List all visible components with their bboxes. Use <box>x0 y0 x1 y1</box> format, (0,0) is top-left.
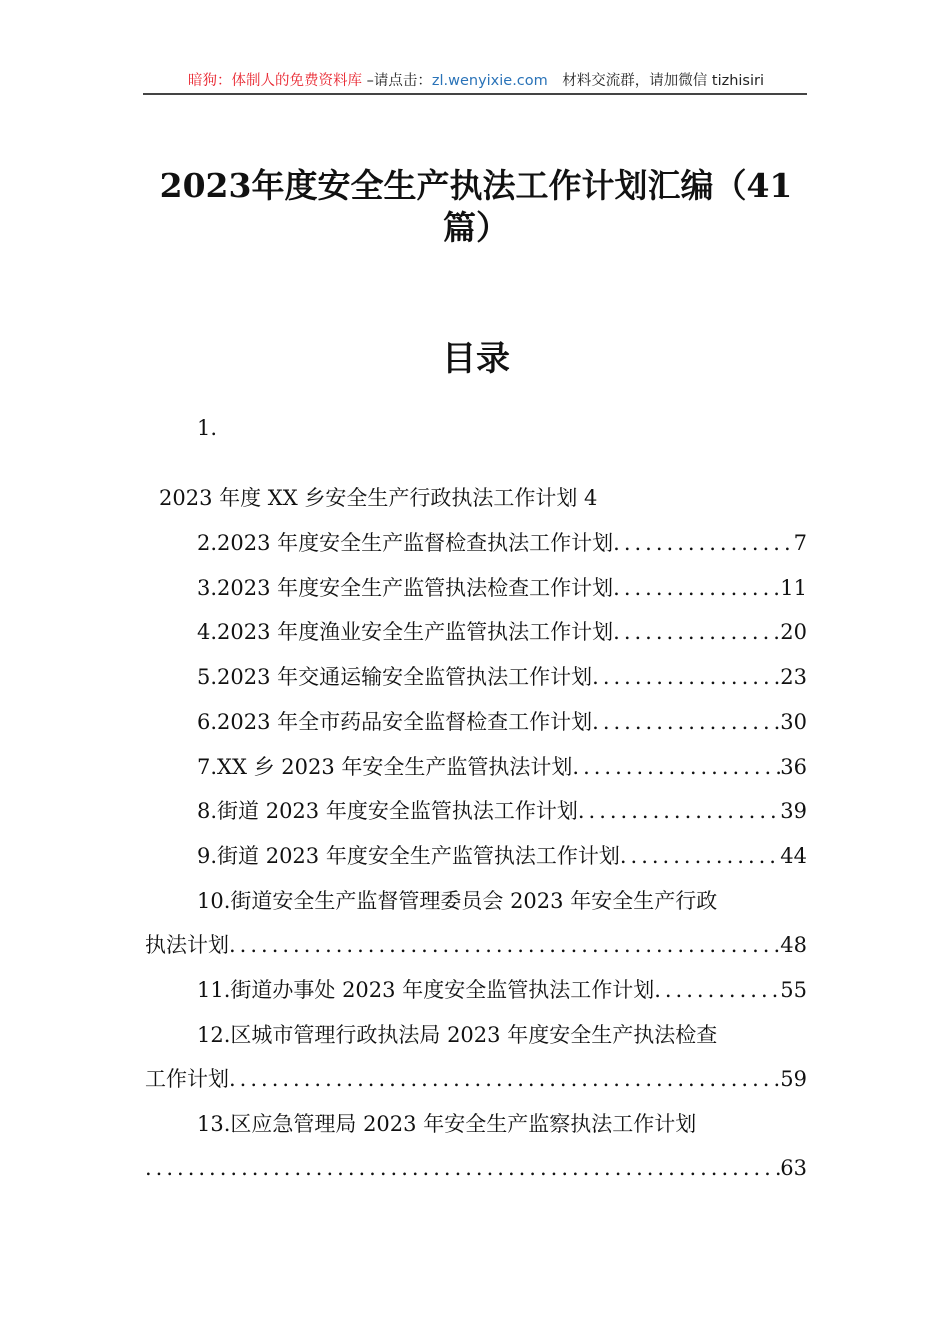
leader-dots <box>592 661 780 693</box>
document-title-line2: 篇） <box>443 208 509 247</box>
promo-red-text: 暗狗：体制人的免费资料库 <box>187 73 362 89</box>
toc-entry-11[interactable]: 11.街道办事处 2023 年度安全监管执法工作计划 ..... 55 <box>145 974 807 1006</box>
toc-entry-5[interactable]: 5.2023 年交通运输安全监管执法工作计划 ..... 23 <box>145 661 807 693</box>
leader-dots <box>654 974 780 1006</box>
page-number: 63 <box>780 1156 807 1180</box>
toc-entry-12[interactable]: 12.区城市管理行政执法局 2023 年度安全生产执法检查 <box>197 1023 718 1047</box>
toc-entry-10-continuation[interactable]: 执法计划 ..... 48 <box>145 929 807 961</box>
header-divider <box>143 93 807 95</box>
toc-entry-7[interactable]: 7.XX 乡 2023 年安全生产监管执法计划 ..... 36 <box>145 751 807 783</box>
toc-entry-9[interactable]: 9.街道 2023 年度安全生产监管执法工作计划 ..... 44 <box>145 840 807 872</box>
toc-entry-4[interactable]: 4.2023 年度渔业安全生产监管执法工作计划 ..... 20 <box>145 616 807 648</box>
toc-entry-12-continuation[interactable]: 工作计划 ..... 59 <box>145 1063 807 1095</box>
toc-entry-13-continuation[interactable] <box>145 1152 807 1184</box>
toc-entry-10[interactable]: 10.街道安全生产监督管理委员会 2023 年安全生产行政 <box>197 889 718 913</box>
toc-entry-13[interactable]: 13.区应急管理局 2023 年安全生产监察执法工作计划 <box>197 1112 697 1136</box>
leader-dots <box>572 751 780 783</box>
leader-dots <box>613 527 793 559</box>
leader-dots <box>620 840 780 872</box>
page-number: 44 <box>780 844 807 868</box>
leader-dots <box>592 706 780 738</box>
page-number: 7 <box>793 531 807 555</box>
toc-heading: 目录 <box>442 339 510 379</box>
page-number: 59 <box>780 1067 807 1091</box>
page-number: 23 <box>780 665 807 689</box>
promo-header <box>145 70 807 92</box>
page-number: 30 <box>780 710 807 734</box>
leader-dots <box>613 572 780 604</box>
toc-entry-8[interactable]: 8.街道 2023 年度安全监管执法工作计划 ..... 39 <box>145 795 807 827</box>
toc-entry-3[interactable]: 3.2023 年度安全生产监管执法检查工作计划 ..... 11 <box>145 572 807 604</box>
toc-entry-1[interactable]: 2023 年度 XX 乡安全生产行政执法工作计划 4 <box>159 486 598 510</box>
page-number: 39 <box>780 799 807 823</box>
toc-entry-6[interactable]: 6.2023 年全市药品安全监督检查工作计划 ..... 30 <box>145 706 807 738</box>
toc-entry-1-number[interactable]: 1. <box>197 416 218 440</box>
leader-dots <box>613 616 780 648</box>
leader-dots <box>578 795 780 827</box>
promo-contact-text: 材料交流群，请加微信 tizhisiri <box>547 73 765 89</box>
page-number: 20 <box>780 620 807 644</box>
leader-dots <box>229 929 780 961</box>
toc-entry-2[interactable]: 2.2023 年度安全生产监督检查执法工作计划 ..... 7 <box>145 527 807 559</box>
document-title-line1: 2023年度安全生产执法工作计划汇编（41 <box>159 166 793 205</box>
page-number: 36 <box>780 755 807 779</box>
page-number: 48 <box>780 933 807 957</box>
leader-dots <box>145 1152 780 1184</box>
leader-dots <box>229 1063 780 1095</box>
page-number: 55 <box>780 978 807 1002</box>
promo-click-text: –请点击： <box>361 73 432 89</box>
page-number: 11 <box>780 576 807 600</box>
promo-link[interactable]: zl.wenyixie.com <box>431 73 548 89</box>
